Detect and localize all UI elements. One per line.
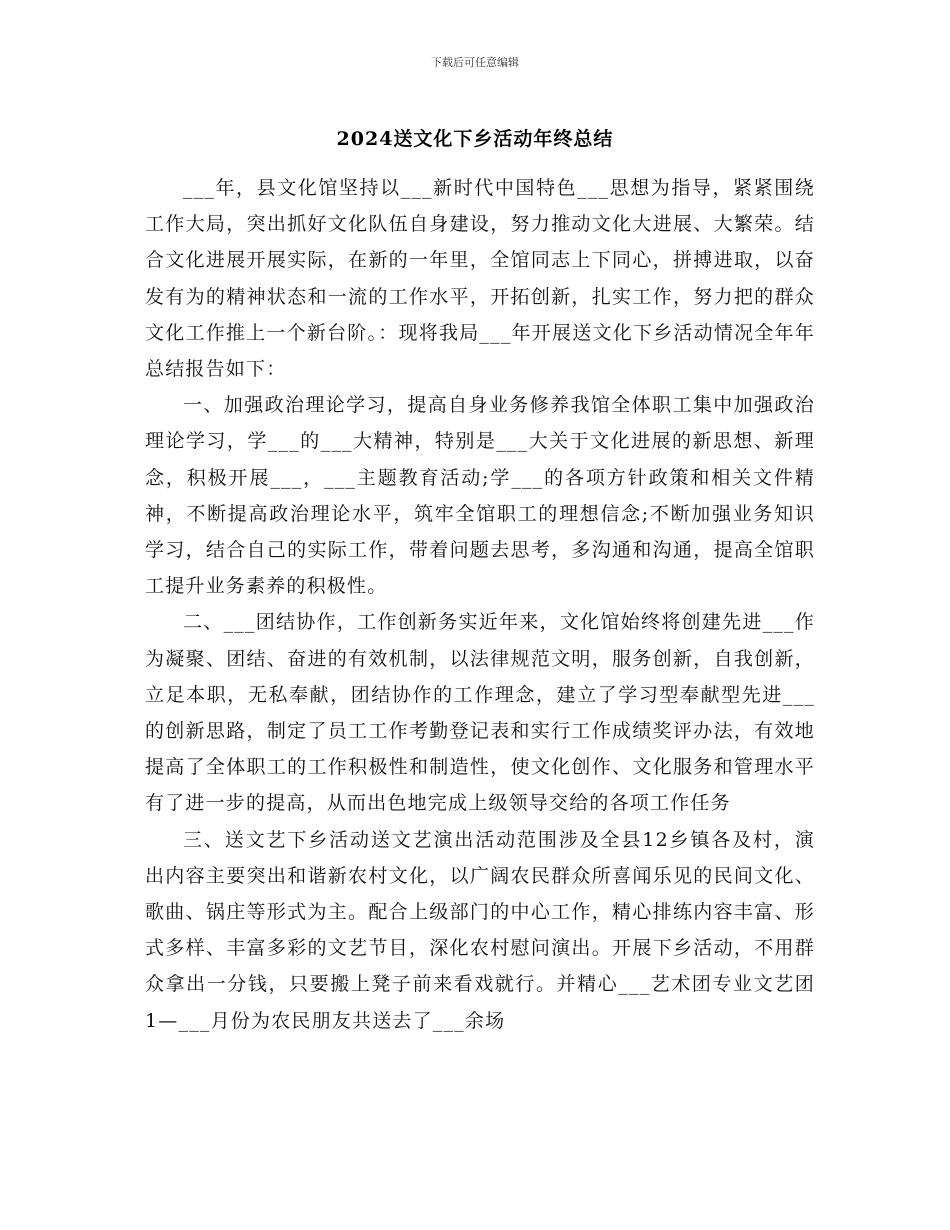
page-header-note: 下载后可任意编辑 bbox=[431, 56, 519, 69]
document-title: 2024送文化下乡活动年终总结 bbox=[336, 128, 614, 150]
paragraph-section-2: 二、___团结协作，工作创新务实近年来，文化馆始终将创建先进___作为凝聚、团结、奋进的有效机制，以法律规范文明，服务创新，自我创新，立足本职，无私奉献，团结协作的工作理念，建立了学习型奉献型先进___的创新思路，制定了员工工作考勤登记表和实行工作成绩奖评办法，有效地提高了全体职工的工作积极性和制造性，使文化创作、文化服务和管理水平有了进一步的提高，从而出色地完成上级领导交给的各项工作任务 bbox=[145, 611, 815, 815]
document-body bbox=[145, 170, 815, 1039]
paragraph-section-3: 三、送文艺下乡活动送文艺演出活动范围涉及全县12乡镇各及村，演出内容主要突出和谐新农村文化，以广阔农民群众所喜闻乐见的民间文化、歌曲、锅庄等形式为主。配合上级部门的中心工作，精心排练内容丰富、形式多样、丰富多彩的文艺节目，深化农村慰问演出。开展下乡活动，不用群众拿出一分钱，只要搬上凳子前来看戏就行。并精心___艺术团专业文艺团1—___月份为农民朋友共送去了___余场 bbox=[145, 828, 815, 1032]
paragraph-section-1: 一、加强政治理论学习，提高自身业务修养我馆全体职工集中加强政治理论学习，学___的___大精神，特别是___大关于文化进展的新思想、新理念，积极开展___，___主题教育活动;学___的各项方针政策和相关文件精神，不断提高政治理论水平，筑牢全馆职工的理想信念;不断加强业务知识学习，结合自己的实际工作，带着问题去思考，多沟通和沟通，提高全馆职工提升业务素养的积极性。 bbox=[145, 394, 815, 598]
paragraph-intro: ___年，县文化馆坚持以___新时代中国特色___思想为指导，紧紧围绕工作大局，突出抓好文化队伍自身建设，努力推动文化大进展、大繁荣。结合文化进展开展实际，在新的一年里，全馆同志上下同心，拼搏进取，以奋发有为的精神状态和一流的工作水平，开拓创新，扎实工作，努力把的群众文化工作推上一个新台阶。：现将我局___年开展送文化下乡活动情况全年年总结报告如下： bbox=[145, 177, 815, 381]
